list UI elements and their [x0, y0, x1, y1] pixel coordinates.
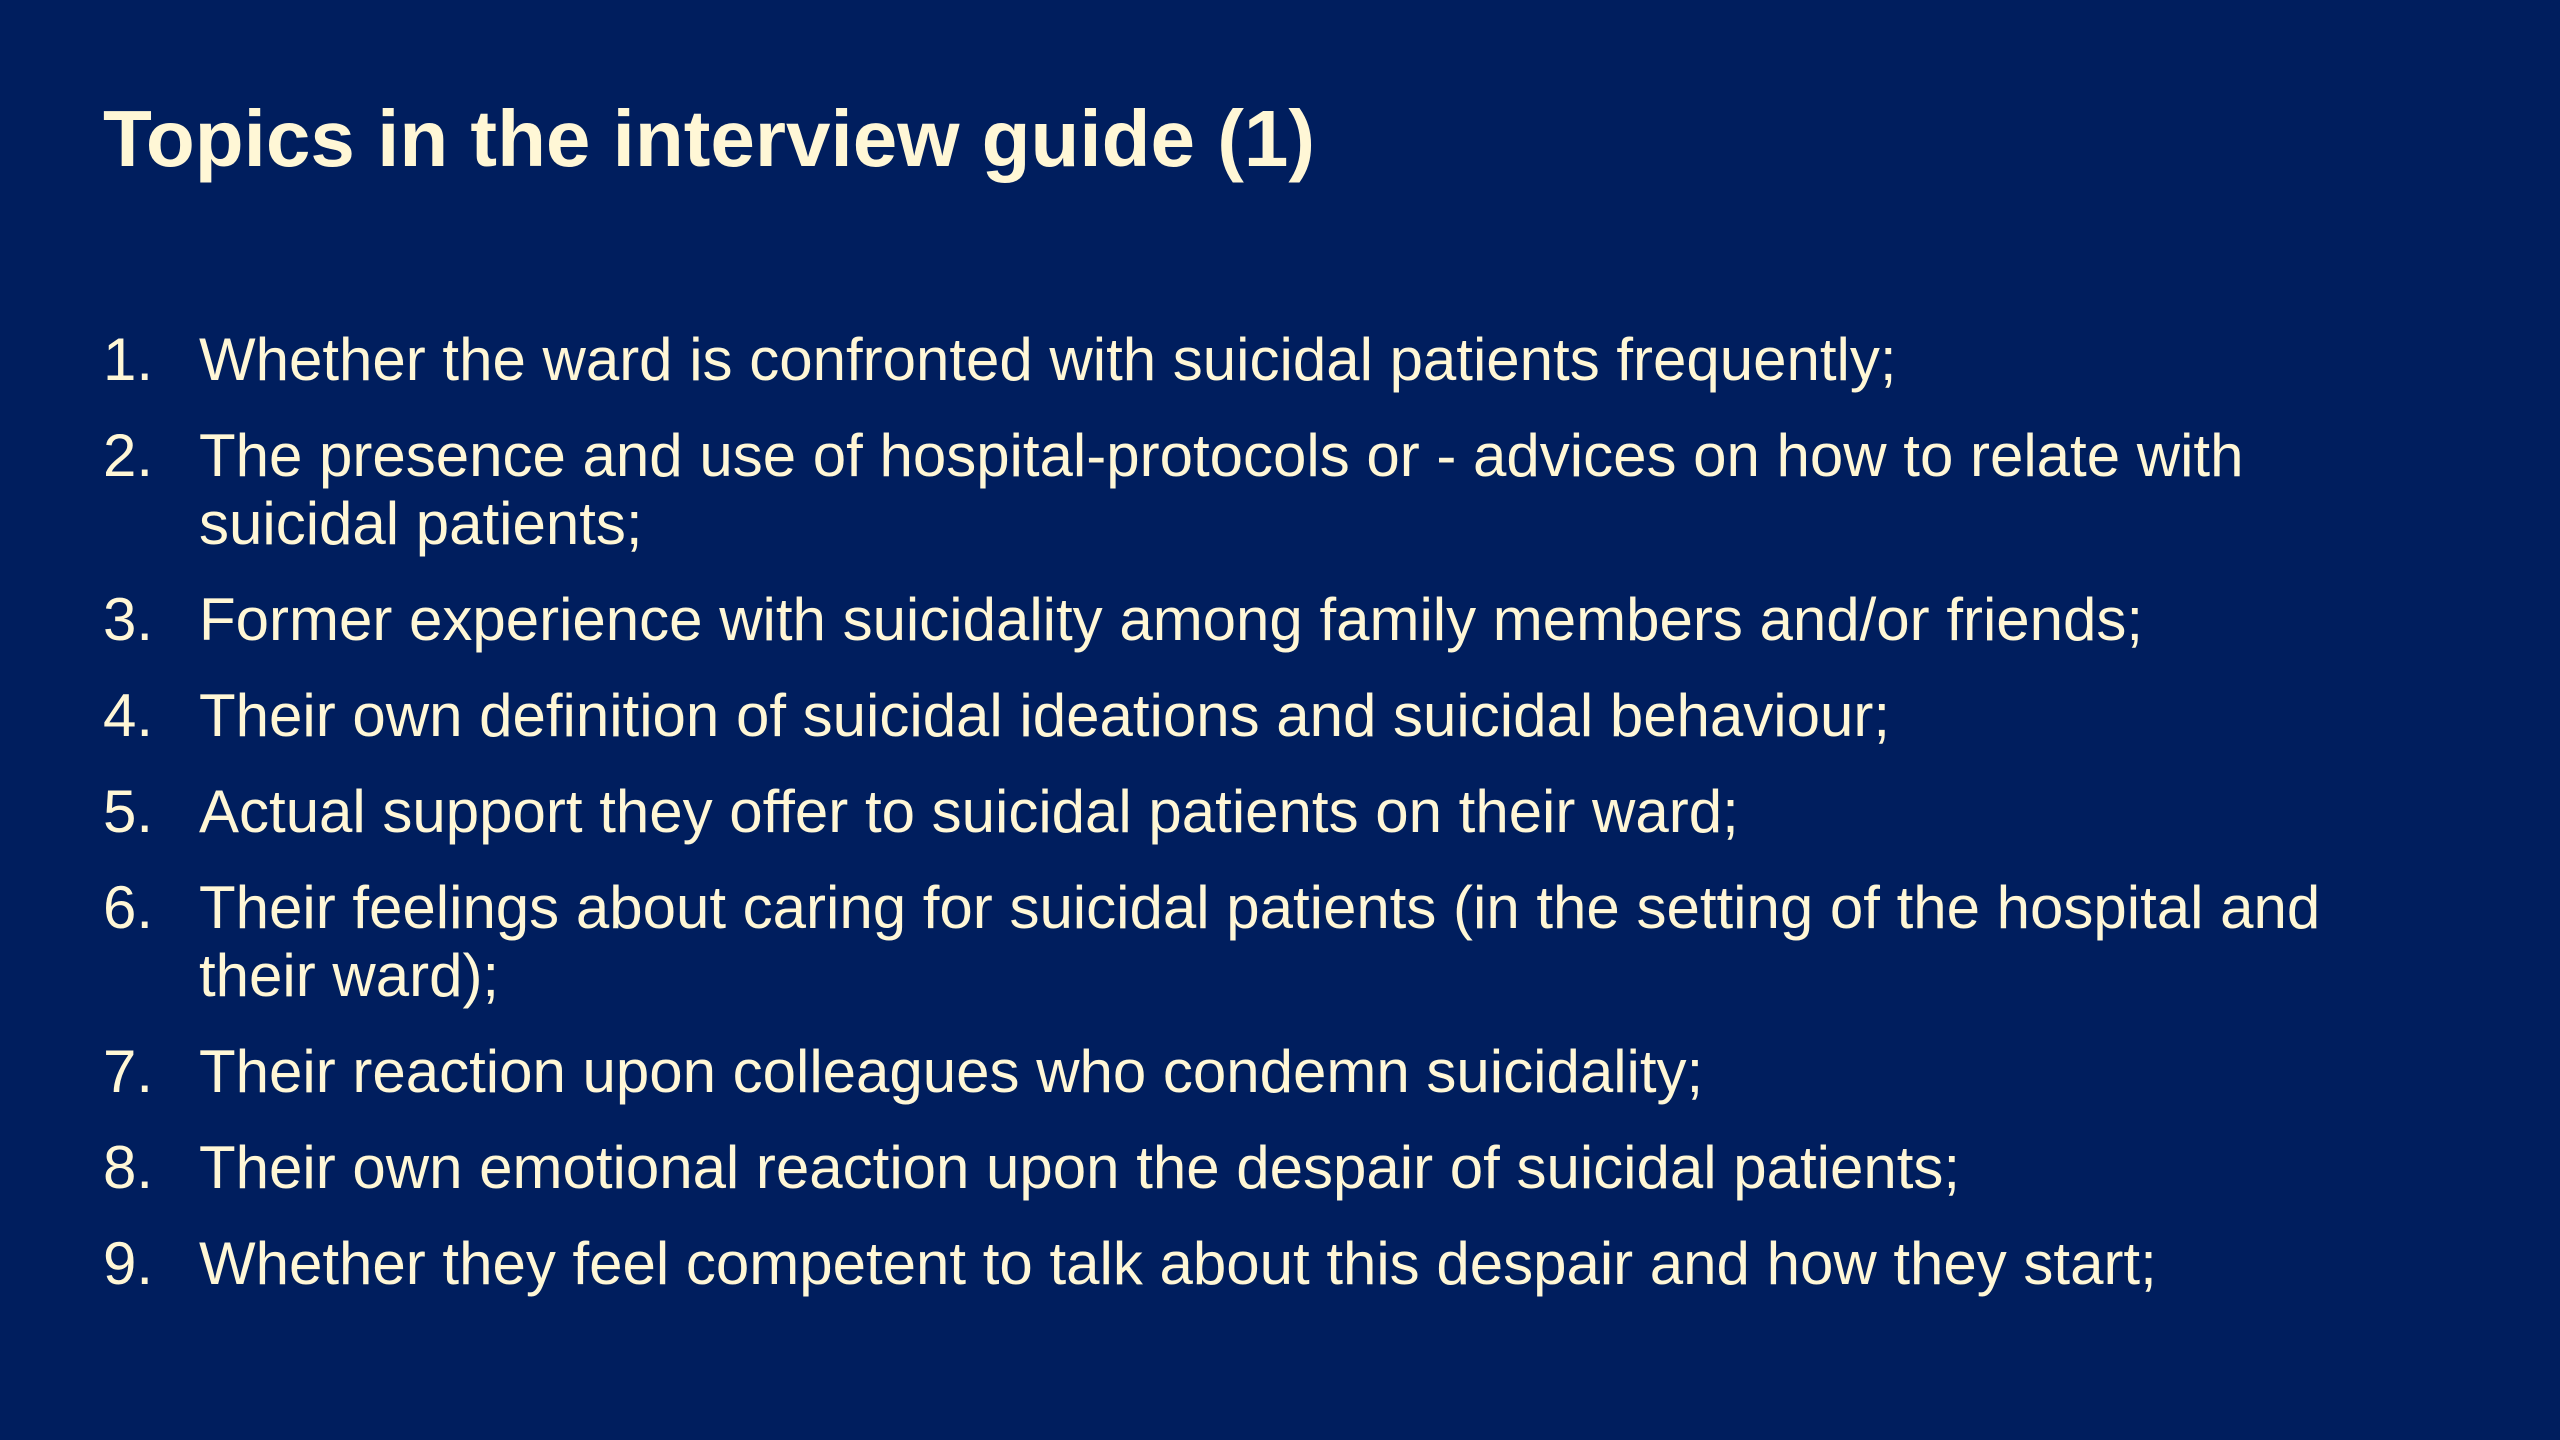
- item-text: Actual support they offer to suicidal patients on their ward;: [199, 778, 1739, 845]
- list-item: [103, 1038, 2443, 1106]
- list-item: [103, 778, 2443, 846]
- item-text: Whether they feel competent to talk about this despair and how they start;: [199, 1230, 2157, 1297]
- item-number: 4.: [103, 682, 154, 749]
- item-text: Former experience with suicidality among family members and/or friends;: [199, 586, 2144, 653]
- item-number: 1.: [103, 326, 154, 393]
- list-item: [103, 422, 2443, 558]
- list-item: [103, 874, 2443, 1010]
- item-number: 5.: [103, 778, 154, 845]
- item-number: 7.: [103, 1038, 154, 1105]
- item-text: Their own definition of suicidal ideations and suicidal behaviour;: [199, 682, 1891, 749]
- list-item: [103, 1134, 2443, 1202]
- list-item: [103, 586, 2443, 654]
- list-item: [103, 1230, 2443, 1298]
- list-item: [103, 682, 2443, 750]
- item-number: 9.: [103, 1230, 154, 1297]
- item-text: The presence and use of hospital-protocols or - advices on how to relate with suicidal patients;: [199, 422, 2244, 557]
- slide-title: Topics in the interview guide (1): [103, 94, 1315, 183]
- item-number: 3.: [103, 586, 154, 653]
- item-number: 8.: [103, 1134, 154, 1201]
- topic-list: [103, 326, 2443, 1326]
- item-number: 6.: [103, 874, 154, 941]
- list-item: [103, 326, 2443, 394]
- item-text: Their own emotional reaction upon the despair of suicidal patients;: [199, 1134, 1961, 1201]
- item-text: Their feelings about caring for suicidal patients (in the setting of the hospital and their ward);: [199, 874, 2321, 1009]
- item-text: Whether the ward is confronted with suicidal patients frequently;: [199, 326, 1897, 393]
- item-text: Their reaction upon colleagues who condemn suicidality;: [199, 1038, 1704, 1105]
- item-number: 2.: [103, 422, 154, 489]
